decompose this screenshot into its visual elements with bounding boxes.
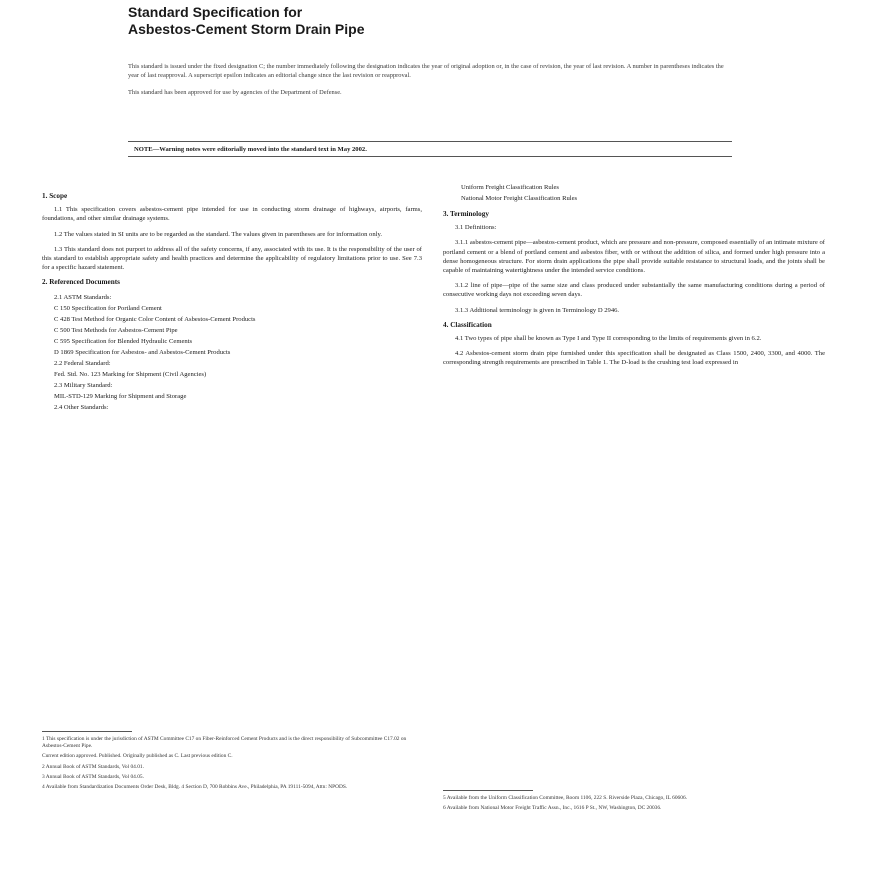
scope-paragraph: 1.2 The values stated in SI units are to be regarded as the standard. The values given in parentheses are for information only. [54, 230, 382, 238]
scope-heading: 1. Scope [42, 192, 68, 200]
reference-item: 2.4 Other Standards: [54, 403, 109, 411]
footnote-divider [443, 790, 533, 791]
reference-item: C 150 Specification for Portland Cement [54, 304, 162, 312]
classification-heading: 4. Classification [443, 320, 492, 329]
footnotes-left [42, 736, 422, 794]
left-column [42, 192, 422, 419]
reference-item: Uniform Freight Classification Rules [461, 184, 559, 191]
reference-item: MIL-STD-129 Marking for Shipment and Storage [54, 392, 187, 400]
terminology-paragraph: 3.1.3 Additional terminology is given in Terminology D 2946. [455, 306, 620, 314]
footnote: 5 Available from the Uniform Classification Committee, Room 1106, 222 S. Riverside Plaza, Chicago, IL 60606. [443, 795, 687, 801]
notice-box: NOTE—Warning notes were editorially moved into the standard text in May 2002. [128, 141, 732, 157]
scope-paragraph: 1.1 This specification covers asbestos-cement pipe intended for use in conducting storm drainage of highways, airports, farms, foundations, and other similar drainage systems. [42, 206, 422, 223]
title-line-1: Standard Specification for [128, 4, 303, 20]
footnote-divider [42, 731, 132, 732]
terminology-paragraph: 3.1.1 asbestos-cement pipe—asbestos-cement product, which are pressure and non-pressure, composed essentially of an intimate mixture of portland cement or a blend of portland cement and asbestos fiber, with or without the addition of silica, and formed under high pressure into a dense homogeneous structure. For storm drain applications the pipe shall provide suitable resistance to structural loads, and the joints shall be capable of maintaining watertightness under the intended service conditions. [443, 239, 825, 275]
reference-item: C 428 Test Method for Organic Color Content of Asbestos-Cement Products [54, 315, 256, 323]
footnote: 1 This specification is under the jurisdiction of ASTM Committee C17 on Fiber-Reinforced Cement Products and is the direct responsibility of Subcommittee C17.02 on Asbestos-Cement Pipe. [42, 736, 407, 750]
reference-item: 2.3 Military Standard: [54, 381, 113, 389]
referenced-documents-heading: 2. Referenced Documents [42, 278, 120, 287]
reference-item: D 1869 Specification for Asbestos- and Asbestos-Cement Products [54, 348, 231, 356]
right-column [443, 182, 825, 374]
footnote: Current edition approved. Published. Originally published as C. Last previous edition C. [42, 753, 233, 760]
classification-paragraph: 4.2 Asbestos-cement storm drain pipe furnished under this specification shall be designated as Class 1500, 2400, 3300, and 4000. The corresponding strength requirements are prescribed in Table 1. The D-load is the crushing test load expressed in [443, 350, 825, 367]
terminology-heading: 3. Terminology [443, 210, 489, 218]
terminology-paragraph: 3.1 Definitions: [455, 224, 497, 232]
footnote: 2 Annual Book of ASTM Standards, Vol 04.01. [42, 763, 144, 770]
classification-paragraph: 4.1 Two types of pipe shall be known as Type I and Type II corresponding to the limits of requirements given in 6.2. [455, 335, 762, 343]
scope-paragraph: 1.3 This standard does not purport to address all of the safety concerns, if any, associated with its use. It is the responsibility of the user of this standard to establish appropriate safety and health practices and determine the applicability of regulatory limitations prior to use. See 7.3 for a specific hazard statement. [42, 245, 422, 272]
title-block [128, 4, 748, 38]
intro-paragraph-2: This standard has been approved for use by agencies of the Department of Defense. [128, 89, 342, 96]
reference-item: National Motor Freight Classification Rules [461, 195, 578, 202]
reference-list [42, 292, 422, 413]
title-line-2: Asbestos-Cement Storm Drain Pipe [128, 21, 365, 37]
reference-item: Fed. Std. No. 123 Marking for Shipment (Civil Agencies) [54, 370, 207, 378]
intro-paragraph-1: This standard is issued under the fixed designation C; the number immediately following the designation indicates the year of original adoption or, in the case of revision, the year of last revision. A number in parentheses indicates the year of last reapproval. A superscript epsilon indicates an editorial change since the last revision or reapproval. [128, 63, 724, 79]
footnote: 4 Available from Standardization Documents Order Desk, Bldg. 4 Section D, 700 Robbins Ave., Philadelphia, PA 19111-5094, Attn: NPODS. [42, 784, 348, 791]
reference-item: C 595 Specification for Blended Hydraulic Cements [54, 337, 193, 345]
footnote: 6 Available from National Motor Freight Traffic Assn., Inc., 1616 P St., NW, Washington, DC 20036. [443, 805, 662, 812]
reference-item: 2.1 ASTM Standards: [54, 293, 112, 301]
footnote: 3 Annual Book of ASTM Standards, Vol 04.05. [42, 773, 144, 780]
footnotes-right [443, 795, 825, 815]
reference-item: C 500 Test Methods for Asbestos-Cement Pipe [54, 326, 178, 334]
reference-list-continued [443, 182, 825, 204]
intro-block [128, 62, 728, 105]
reference-item: 2.2 Federal Standard: [54, 359, 111, 367]
terminology-paragraph: 3.1.2 line of pipe—pipe of the same size and class produced under substantially the same manufacturing conditions during a period of consecutive working days not exceeding seven days. [443, 282, 825, 299]
